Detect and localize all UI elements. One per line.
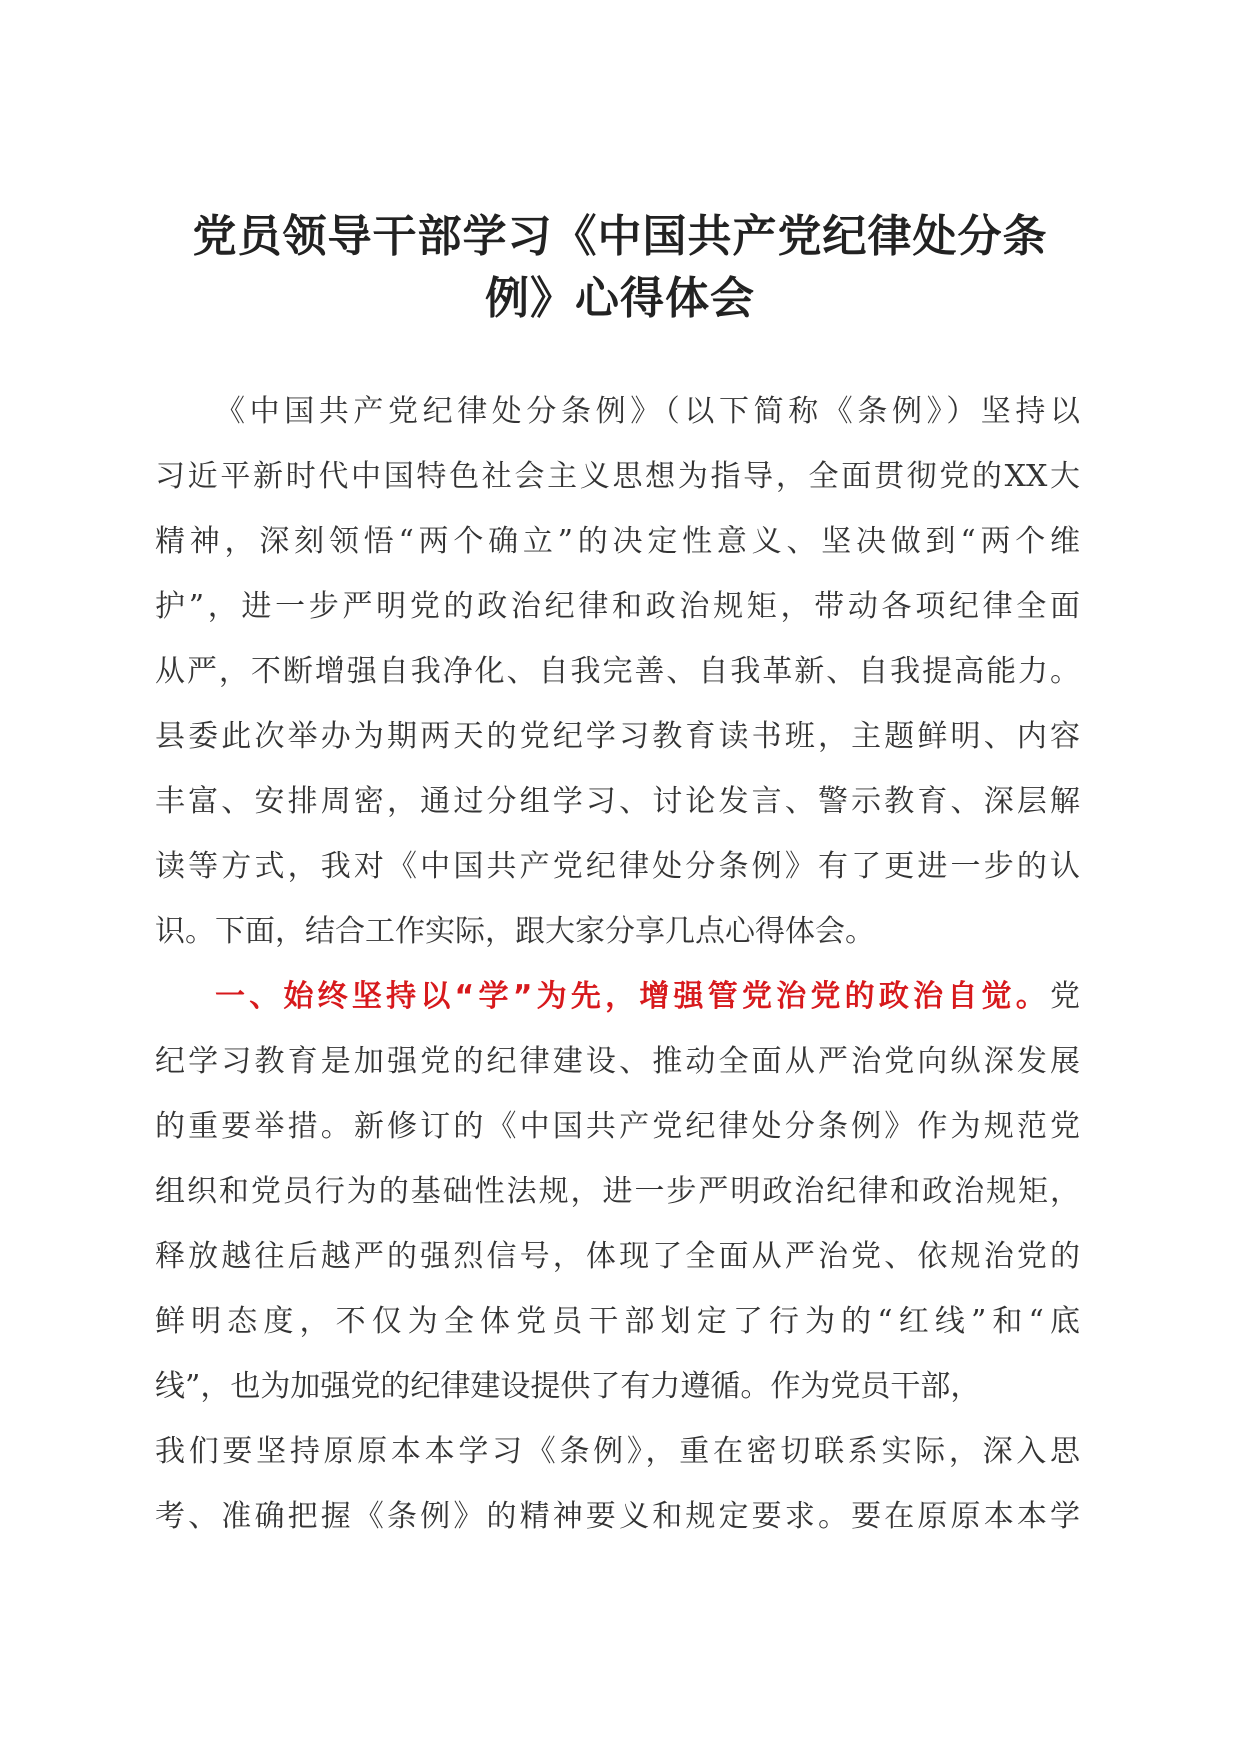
title-line-1: 党员领导干部学习《中国共产党纪律处分条 bbox=[192, 211, 1048, 262]
paragraph-line: 考、准确把握《条例》的精神要义和规定要求。要在原原本本学 bbox=[155, 1499, 1080, 1534]
paragraph-line: 读等方式，我对《中国共产党纪律处分条例》有了更进一步的认 bbox=[155, 849, 1080, 884]
section-1 bbox=[155, 964, 1080, 1549]
section-heading-tail: 党 bbox=[1050, 979, 1080, 1014]
title-line-2: 例》心得体会 bbox=[485, 273, 755, 324]
paragraph-line: 鲜明态度，不仅为全体党员干部划定了行为的“红线”和“底 bbox=[155, 1304, 1080, 1339]
paragraph-line: 《中国共产党纪律处分条例》（以下简称《条例》）坚持以 bbox=[215, 394, 1080, 429]
paragraph-line: 县委此次举办为期两天的党纪学习教育读书班，主题鲜明、内容 bbox=[155, 719, 1080, 754]
paragraph-line: 释放越往后越严的强烈信号，体现了全面从严治党、依规治党的 bbox=[155, 1239, 1080, 1274]
paragraph-line: 线”，也为加强党的纪律建设提供了有力遵循。作为党员干部， bbox=[155, 1369, 981, 1404]
paragraph-line: 护”，进一步严明党的政治纪律和政治规矩，带动各项纪律全面 bbox=[155, 589, 1080, 624]
paragraph-line: 习近平新时代中国特色社会主义思想为指导，全面贯彻党的XX大 bbox=[155, 459, 1080, 494]
paragraph-line: 的重要举措。新修订的《中国共产党纪律处分条例》作为规范党 bbox=[155, 1109, 1080, 1144]
section-heading-line bbox=[155, 964, 1080, 1029]
section-heading: 一、始终坚持以“学”为先，增强管党治党的政治自觉。 bbox=[215, 979, 1050, 1014]
paragraph-line: 纪学习教育是加强党的纪律建设、推动全面从严治党向纵深发展 bbox=[155, 1044, 1080, 1079]
document-body bbox=[155, 379, 1080, 1549]
paragraph-line: 组织和党员行为的基础性法规，进一步严明政治纪律和政治规矩， bbox=[155, 1174, 1080, 1209]
paragraph-line: 识。下面，结合工作实际，跟大家分享几点心得体会。 bbox=[155, 914, 875, 949]
paragraph-line: 丰富、安排周密，通过分组学习、讨论发言、警示教育、深层解 bbox=[155, 784, 1080, 819]
paragraph-line: 从严，不断增强自我净化、自我完善、自我革新、自我提高能力。 bbox=[155, 654, 1080, 689]
paragraph-line: 精神，深刻领悟“两个确立”的决定性意义、坚决做到“两个维 bbox=[155, 524, 1080, 559]
intro-paragraph bbox=[155, 379, 1080, 964]
paragraph-line: 我们要坚持原原本本学习《条例》，重在密切联系实际，深入思 bbox=[155, 1434, 1080, 1469]
document-title bbox=[150, 206, 1090, 330]
